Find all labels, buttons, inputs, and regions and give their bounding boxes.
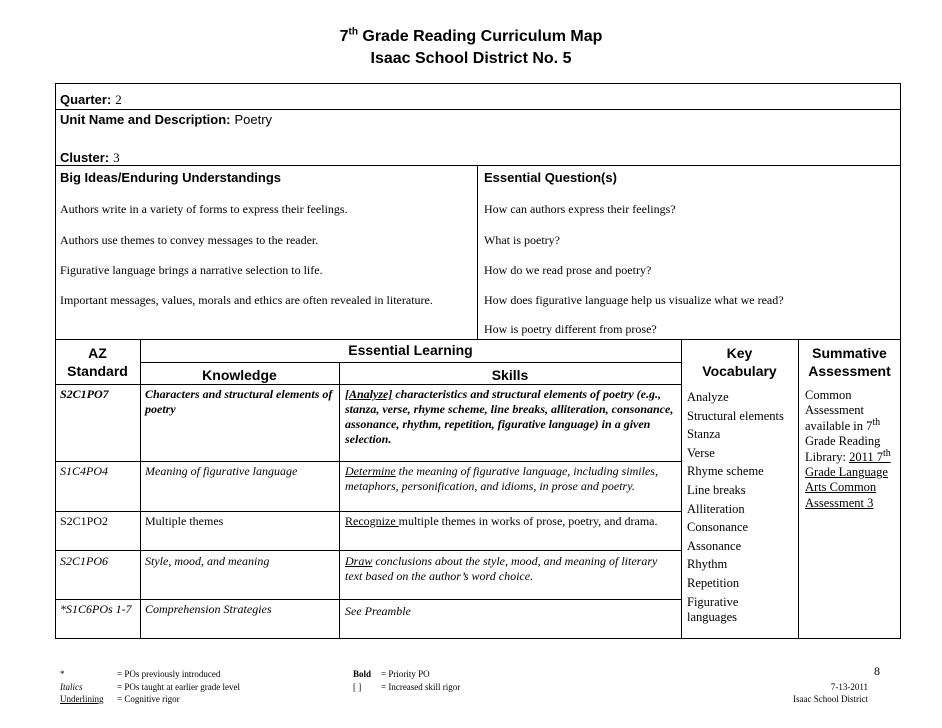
legend-description: = POs previously introduced — [117, 669, 221, 679]
row-standard: S2C1PO2 — [60, 514, 109, 528]
row-standard: *S1C6POs 1-7 — [60, 602, 132, 616]
page-number: 8 — [874, 664, 880, 678]
row-knowledge: Meaning of figurative language — [145, 464, 298, 478]
essential-question-item: How does figurative language help us visualize what we read? — [484, 293, 784, 307]
vocabulary-item: Alliteration — [687, 501, 745, 516]
page-subtitle: Isaac School District No. 5 — [370, 50, 572, 67]
vocabulary-item: Figurative languages — [687, 594, 739, 624]
summative-assessment-text: Common Assessment available in 7th Grade Reading Library: 2011 7th Grade Language Arts Common Assessment 3 — [805, 388, 891, 510]
row-skill: Determine the meaning of figurative language, including similes, metaphors, personification, and idioms, in prose and poetry. — [345, 464, 658, 493]
row-knowledge: Comprehension Strategies — [145, 602, 272, 616]
vocabulary-item: Assonance — [687, 538, 742, 553]
row-skill: See Preamble — [345, 604, 411, 618]
summative-assessment-header: Summative Assessment — [808, 345, 891, 379]
vocabulary-list — [687, 388, 797, 625]
big-ideas-header: Big Ideas/Enduring Understandings — [60, 170, 282, 185]
essential-question-item: How is poetry different from prose? — [484, 322, 657, 336]
essential-question-item: How can authors express their feelings? — [484, 202, 676, 216]
vocabulary-item: Structural elements — [687, 408, 784, 423]
vocabulary-item: Repetition — [687, 575, 740, 590]
unit-field: Unit Name and Description: Poetry — [60, 112, 273, 127]
footer-district: Isaac School District — [793, 694, 868, 704]
assessment-link[interactable]: 2011 7th Grade Language Arts Common Assessment 3 — [805, 447, 891, 510]
vocabulary-item: Rhyme scheme — [687, 464, 764, 479]
vocabulary-item: Line breaks — [687, 482, 746, 497]
az-standard-header: AZ Standard — [67, 345, 128, 379]
skills-header: Skills — [491, 367, 529, 383]
legend-description: = Increased skill rigor — [381, 682, 461, 692]
vocabulary-item: Consonance — [687, 520, 749, 535]
big-idea-item: Important messages, values, morals and ethics are often revealed in literature. — [60, 293, 433, 307]
footer-date: 7-13-2011 — [830, 682, 868, 692]
row-knowledge: Style, mood, and meaning — [145, 554, 270, 568]
vocabulary-item: Stanza — [687, 427, 721, 442]
legend-symbol: Bold — [353, 669, 372, 679]
essential-questions-header: Essential Question(s) — [484, 170, 617, 185]
knowledge-header: Knowledge — [202, 367, 277, 383]
quarter-field: Quarter: 2 — [60, 92, 122, 107]
vocabulary-item: Rhythm — [687, 557, 728, 572]
key-vocabulary-header: Key Vocabulary — [702, 345, 777, 379]
page-title: 7th Grade Reading Curriculum Map — [339, 26, 603, 45]
legend-symbol: Italics — [60, 682, 83, 692]
row-standard: S1C4PO4 — [60, 464, 108, 478]
big-idea-item: Authors use themes to convey messages to the reader. — [60, 233, 319, 247]
vocabulary-item: Verse — [687, 445, 715, 460]
legend-symbol: * — [60, 669, 65, 679]
row-standard: S2C1PO7 — [60, 387, 109, 401]
big-idea-item: Figurative language brings a narrative selection to life. — [60, 263, 323, 277]
vocabulary-item: Analyze — [687, 390, 729, 404]
essential-learning-header: Essential Learning — [348, 342, 473, 358]
essential-question-item: What is poetry? — [484, 233, 560, 247]
big-idea-item: Authors write in a variety of forms to express their feelings. — [60, 202, 348, 216]
essential-question-item: How do we read prose and poetry? — [484, 263, 652, 277]
legend-symbol: [ ] — [353, 682, 362, 692]
legend-symbol: Underlining — [60, 694, 104, 704]
legend-description: = POs taught at earlier grade level — [117, 682, 241, 692]
row-skill: [Analyze] characteristics and structural elements of poetry (e.g., stanza, verse, rhyme scheme, line breaks, alliteration, consonance, assonance, rhythm, repetition, figurative language) in a given selection. — [345, 387, 674, 446]
row-skill: Draw conclusions about the style, mood, and meaning of literary text based on the author’s word choice. — [345, 554, 658, 583]
row-skill: Recognize multiple themes in works of prose, poetry, and drama. — [345, 514, 658, 528]
legend-description: = Cognitive rigor — [117, 694, 180, 704]
row-knowledge: Characters and structural elements of poetry — [145, 387, 333, 416]
row-knowledge: Multiple themes — [145, 514, 224, 528]
legend-description: = Priority PO — [381, 669, 430, 679]
cluster-field: Cluster: 3 — [60, 150, 120, 165]
row-standard: S2C1PO6 — [60, 554, 108, 568]
